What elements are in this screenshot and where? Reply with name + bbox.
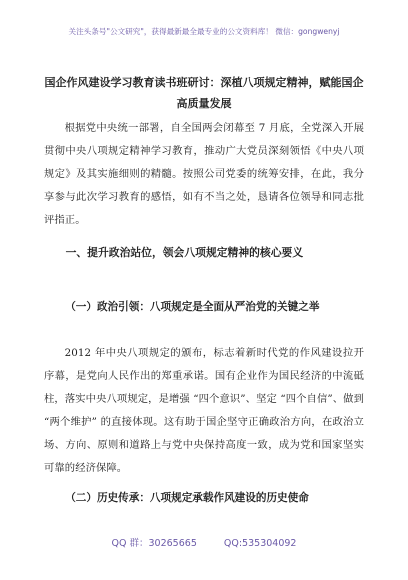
subsection-1-heading: （一）政治引领：八项规定是全面从严治党的关键之举 xyxy=(65,301,320,313)
intro-paragraph: 根据党中央统一部署，自全国两会闭幕至 7 月底，全党深入开展贯彻中央八项规定精神学习教育，推动广大党员深刻领悟《中央八项规定》及其实施细则的精髓。按照公司党委的统筹安排，在此，我分享参与此次学习教育的感悟，如有不当之处，恳请各位领导和同志批评指正。 xyxy=(44,122,364,226)
header-banner: 关注头条号"公文研究"，获得最新最全最专业的公文资料库！ 微信：gongwenyj xyxy=(68,27,340,36)
document-title: 国企作风建设学习教育读书班研讨：深植八项规定精神，赋能国企高质量发展 xyxy=(44,76,364,110)
footer-contacts xyxy=(0,535,408,549)
footer-qq-group: QQ 群：30265665 xyxy=(111,538,197,549)
subsection-2-heading: （二）历史传承：八项规定承载作风建设的历史使命 xyxy=(65,492,309,504)
subsection-1-body: 2012 年中央八项规定的颁布，标志着新时代党的作风建设拉开序幕，是党向人民作出的郑重承诺。国有企业作为国民经济的中流砥柱，落实中央八项规定，是增强 “四个意识”、坚定 “四个自信”、做到 “两个维护” 的直接体现。这有助于国企坚守正确政治方向，在政治立场、方向、原则和道路上与党中央保持高度一致，成为党和国家坚实可靠的经济保障。 xyxy=(44,347,364,474)
section-1-heading: 一、提升政治站位，领会八项规定精神的核心要义 xyxy=(65,246,304,259)
footer-qq: QQ:535304092 xyxy=(223,538,297,549)
